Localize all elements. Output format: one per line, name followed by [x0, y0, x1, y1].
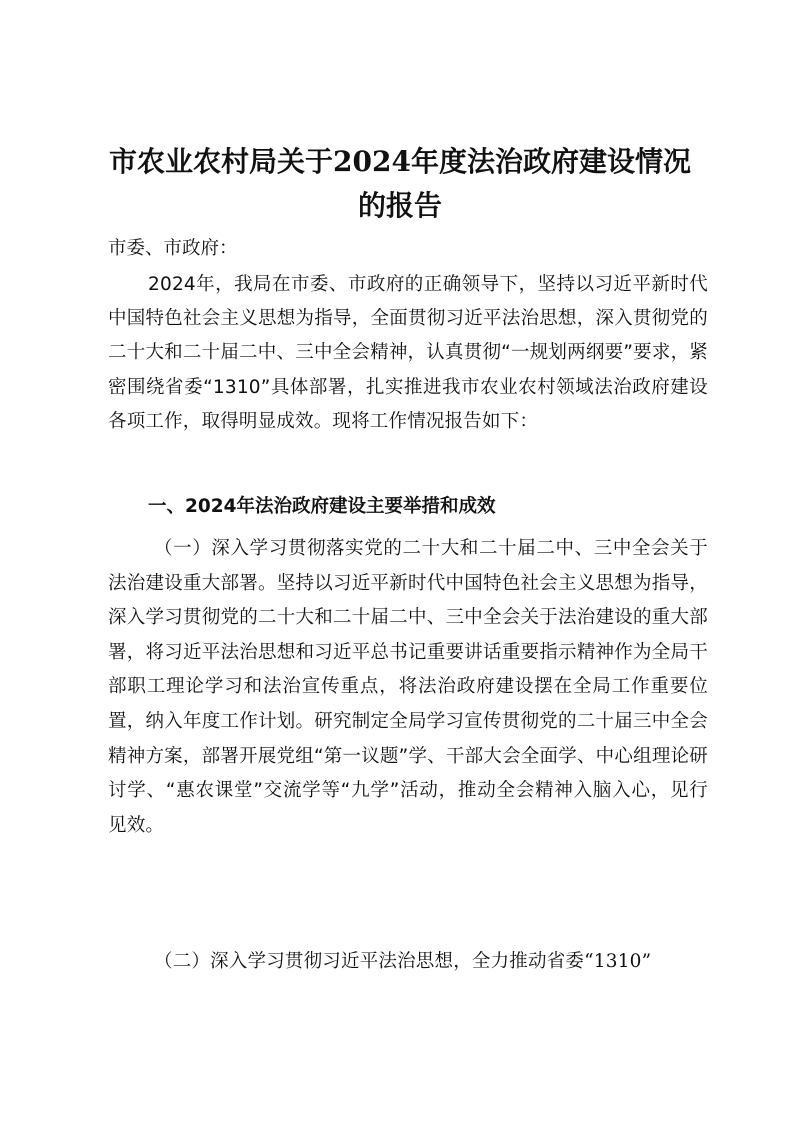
- item-1-body: 坚持以习近平新时代中国特色社会主义思想为指导，深入学习贯彻党的二十大和二十届二中、三中全会关于法治建设的重大部署，将习近平法治思想和习近平总书记重要讲话重要指示精神作为全局干部职工理论学习和法治宣传重点，将法治政府建设摆在全局工作重要位置，纳入年度工作计划。研究制定全局学习宣传贯彻党的二十届三中全会精神方案，部署开展党组“第一议题”学、干部大会全面学、中心组理论研讨学、“惠农课堂”交流学等“九学”活动，推动全会精神入脑入心，见行见效。: [108, 572, 708, 836]
- section-heading-1: 一、2024年法治政府建设主要举措和成效: [148, 496, 496, 517]
- item-1-lead: （一）深入学习贯彻落实党的二十大和二十届二中、三中全会关于法治建设重大部署。: [108, 538, 708, 594]
- salutation: 市委、市政府：: [108, 238, 238, 259]
- document-title: 市农业农村局关于2024年度法治政府建设情况的报告: [109, 145, 691, 222]
- item-2-lead: （二）深入学习贯彻习近平法治思想，全力推动省委“1310”: [154, 951, 652, 972]
- intro-paragraph: 2024年，我局在市委、市政府的正确领导下，坚持以习近平新时代中国特色社会主义思想为指导，全面贯彻习近平法治思想，深入贯彻党的二十大和二十届二中、三中全会精神，认真贯彻“一规划两纲要”要求，紧密围绕省委“1310”具体部署，扎实推进我市农业农村领域法治政府建设各项工作，取得明显成效。现将工作情况报告如下：: [108, 274, 708, 432]
- item-2-paragraph: [108, 945, 708, 979]
- item-1-paragraph: [108, 532, 708, 843]
